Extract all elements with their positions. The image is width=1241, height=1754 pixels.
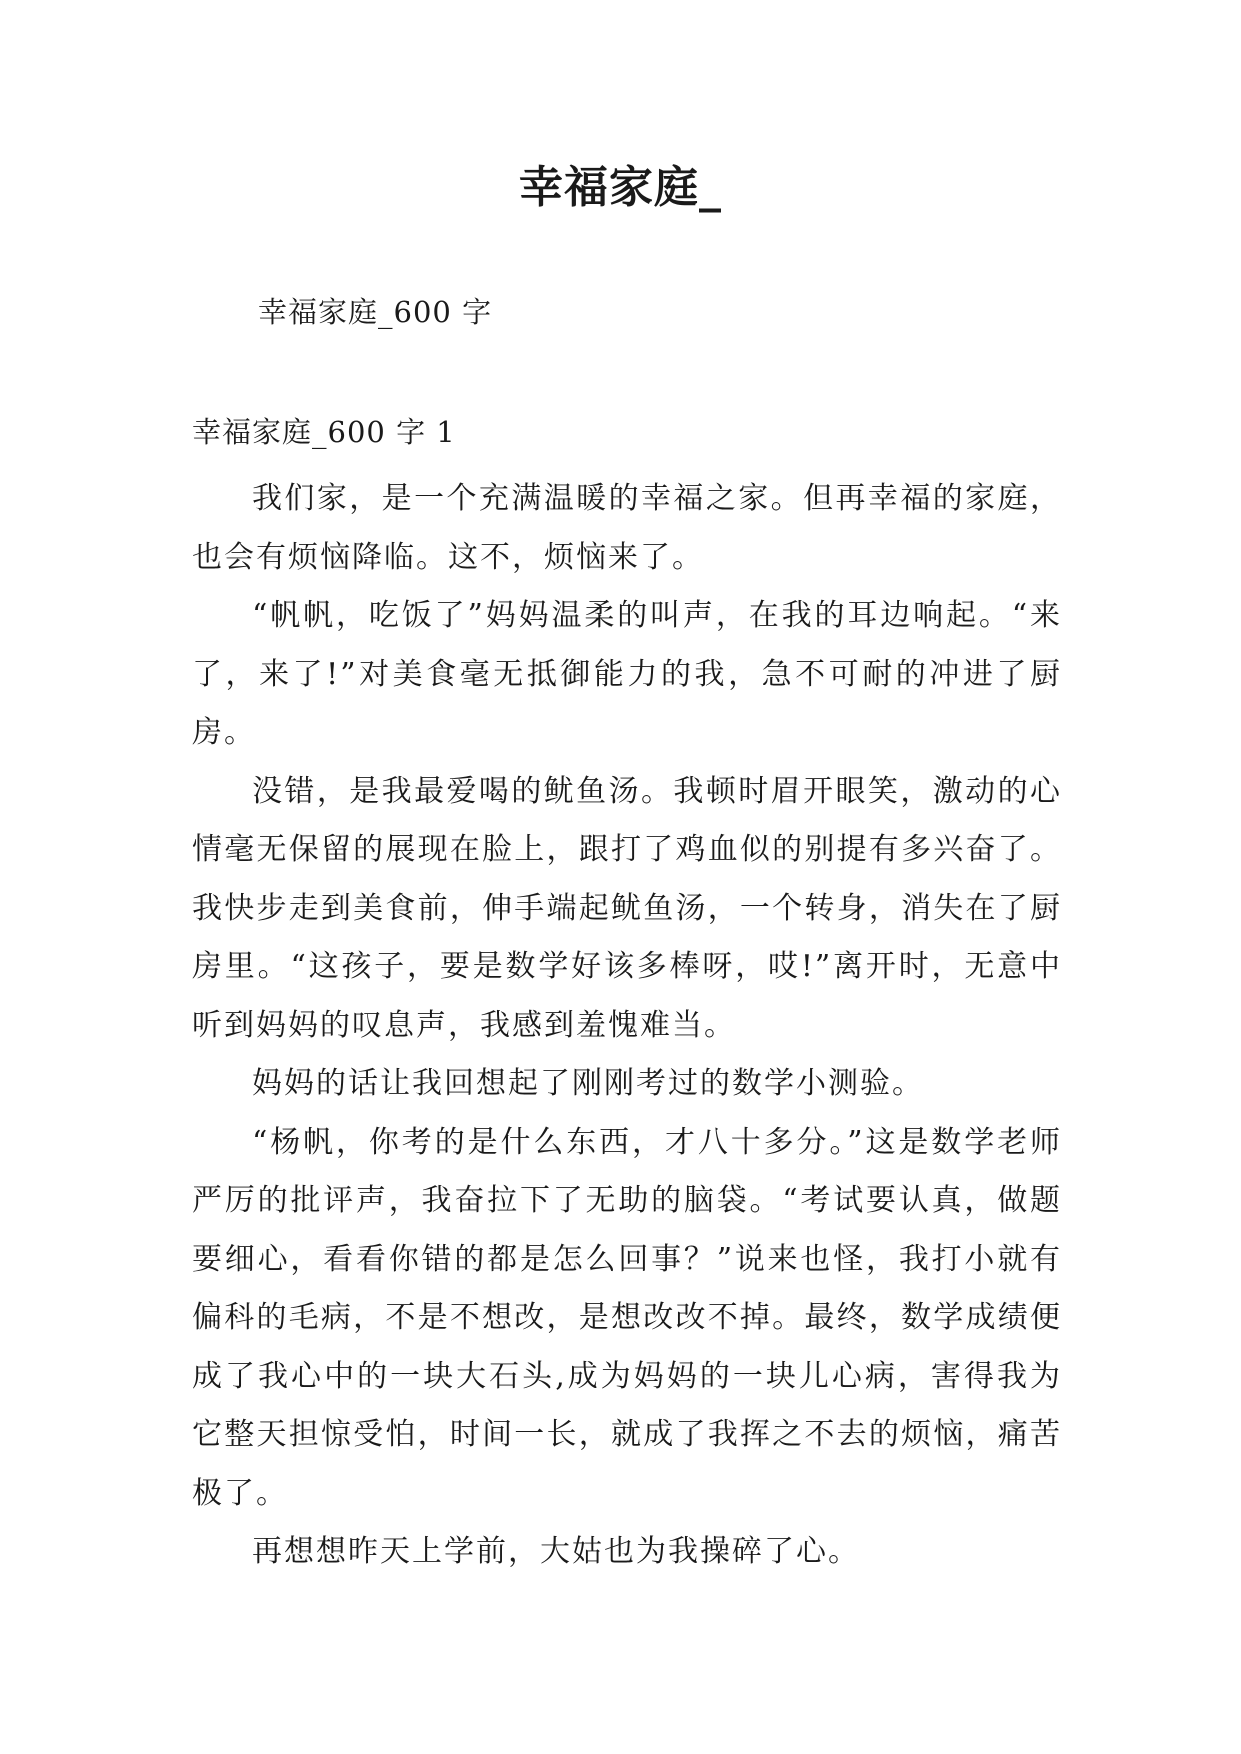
document-title: 幸福家庭_ [519,162,722,213]
paragraph: 再想想昨天上学前，大姑也为我操碎了心。 [252,1534,860,1569]
section-heading: 幸福家庭_600 字 1 [192,415,456,449]
paragraph: 我们家，是一个充满温暖的幸福之家。但再幸福的家庭，也会有烦恼降临。这不，烦恼来了。 [192,481,1062,575]
document-subtitle: 幸福家庭_600 字 [258,295,493,329]
paragraph: 没错，是我最爱喝的鱿鱼汤。我顿时眉开眼笑，激动的心情毫无保留的展现在脸上，跟打了鸡血似的别提有多兴奋了。我快步走到美食前，伸手端起鱿鱼汤，一个转身，消失在了厨房里。“这孩子，要是数学好该多棒呀，哎!”离开时，无意中听到妈妈的叹息声，我感到羞愧难当。 [192,773,1062,1043]
paragraph: “帆帆，吃饭了”妈妈温柔的叫声，在我的耳边响起。“来了，来了!”对美食毫无抵御能力的我，急不可耐的冲进了厨房。 [192,598,1062,750]
article-body [192,470,1062,1582]
paragraph: 妈妈的话让我回想起了刚刚考过的数学小测验。 [252,1066,924,1101]
paragraph: “杨帆，你考的是什么东西，才八十多分。”这是数学老师严厉的批评声，我奋拉下了无助的脑袋。“考试要认真，做题要细心，看看你错的都是怎么回事？”说来也怪，我打小就有偏科的毛病，不是不想改，是想改改不掉。最终，数学成绩便成了我心中的一块大石头,成为妈妈的一块儿心病，害得我为它整天担惊受怕，时间一长，就成了我挥之不去的烦恼，痛苦极了。 [192,1124,1062,1511]
